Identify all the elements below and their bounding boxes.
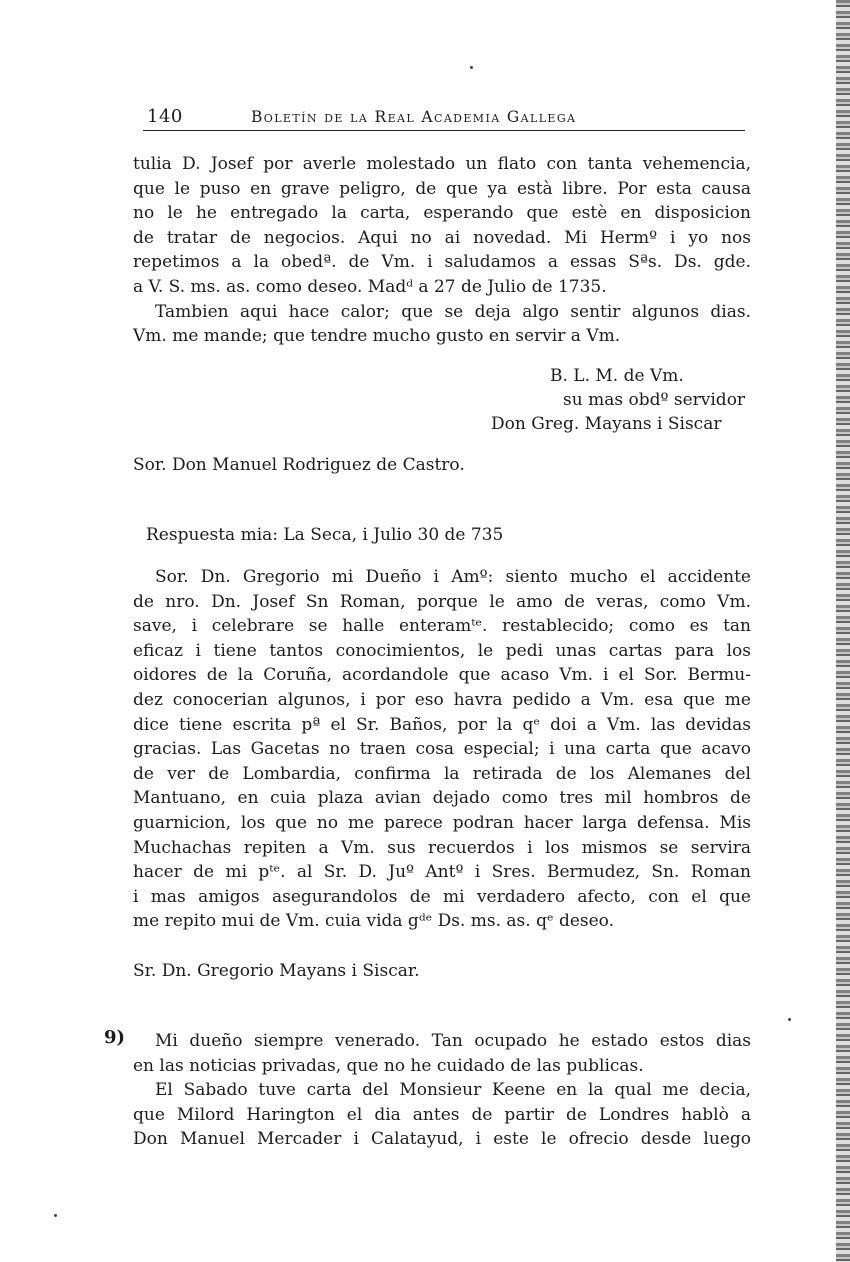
text-line: dice tiene escrita pª el Sr. Baños, por la qᵉ doi a Vm. las devidas (133, 714, 751, 735)
text-line: Vm. me mande; que tendre mucho gusto en servir a Vm. (133, 326, 621, 347)
running-title: Boletín de la Real Academia Gallega (251, 108, 577, 126)
text-line: repetimos a la obedª. de Vm. i saludamos a essas Sªs. Ds. gde. (133, 252, 751, 273)
letter-number-marker: 9) (104, 1027, 126, 1048)
scan-speck (54, 1214, 57, 1217)
signature-title: su mas obdº servidor (563, 390, 746, 410)
text-line: Mantuano, en cuia plaza avian dejado como tres mil hombros de (133, 788, 751, 809)
signature-name: Don Greg. Mayans i Siscar (491, 414, 722, 434)
text-line: en las noticias privadas, que no he cuidado de las publicas. (133, 1055, 644, 1076)
page-number: 140 (147, 106, 183, 127)
text-line: Don Manuel Mercader i Calatayud, i este le ofrecio desde luego (133, 1129, 751, 1150)
text-line: Tambien aqui hace calor; que se deja algo sentir algunos dias. (155, 301, 751, 322)
text-line: hacer de mi pᵗᵉ. al Sr. D. Juº Antº i Sres. Bermudez, Sn. Roman (133, 862, 751, 883)
text-line: no le he entregado la carta, esperando que estè en disposicion (133, 203, 751, 224)
text-line: que Milord Harington el dia antes de partir de Londres hablò a (133, 1104, 751, 1125)
text-line: eficaz i tiene tantos conocimientos, le pedi unas cartas para los (133, 640, 751, 661)
text-line: dez conocerian algunos, i por eso havra pedido a Vm. esa que me (133, 689, 751, 710)
text-line: de tratar de negocios. Aqui no ai novedad. Mi Hermº i yo nos (133, 227, 751, 248)
text-line: save, i celebrare se halle enteramᵗᵉ. restablecido; como es tan (133, 616, 751, 637)
text-line: tulia D. Josef por averle molestado un flato con tanta vehemencia, (133, 154, 751, 174)
text-line: que le puso en grave peligro, de que ya està libre. Por esta causa (133, 178, 751, 199)
text-line: Mi dueño siempre venerado. Tan ocupado he estado estos dias (155, 1031, 751, 1051)
signature-closing: B. L. M. de Vm. (550, 366, 684, 386)
text-line: Muchachas repiten a Vm. sus recuerdos i los mismos se servira (133, 837, 751, 858)
text-line: oidores de la Coruña, acordandole que acaso Vm. i el Sor. Bermu- (133, 665, 751, 686)
scan-speck (788, 1018, 791, 1021)
page-header (143, 104, 745, 131)
text-line: de nro. Dn. Josef Sn Roman, porque le amo de veras, como Vm. (133, 591, 751, 612)
letter-9-body (133, 1029, 751, 1152)
text-line: El Sabado tuve carta del Monsieur Keene en la qual me decia, (155, 1080, 751, 1101)
reply-addressee: Sr. Dn. Gregorio Mayans i Siscar. (133, 961, 420, 981)
scanned-page-edge (836, 0, 850, 1262)
text-line: a V. S. ms. as. como deseo. Madᵈ a 27 de Julio de 1735. (133, 276, 607, 297)
letter-1-body (133, 152, 751, 349)
text-line: guarnicion, los que no me parece podran hacer larga defensa. Mis (133, 812, 751, 833)
text-line: gracias. Las Gacetas no traen cosa especial; i una carta que acavo (133, 739, 751, 760)
reply-heading: Respuesta mia: La Seca, i Julio 30 de 735 (146, 525, 504, 545)
scan-speck (470, 66, 473, 69)
letter-1-addressee: Sor. Don Manuel Rodriguez de Castro. (133, 455, 465, 475)
text-line: me repito mui de Vm. cuia vida gᵈᵉ Ds. ms. as. qᵉ deseo. (133, 911, 615, 932)
text-line: i mas amigos asegurandolos de mi verdadero afecto, con el que (133, 886, 751, 907)
text-line: de ver de Lombardia, confirma la retirada de los Alemanes del (133, 763, 751, 784)
text-line: Sor. Dn. Gregorio mi Dueño i Amº: siento mucho el accidente (155, 567, 751, 587)
reply-body (133, 565, 751, 934)
